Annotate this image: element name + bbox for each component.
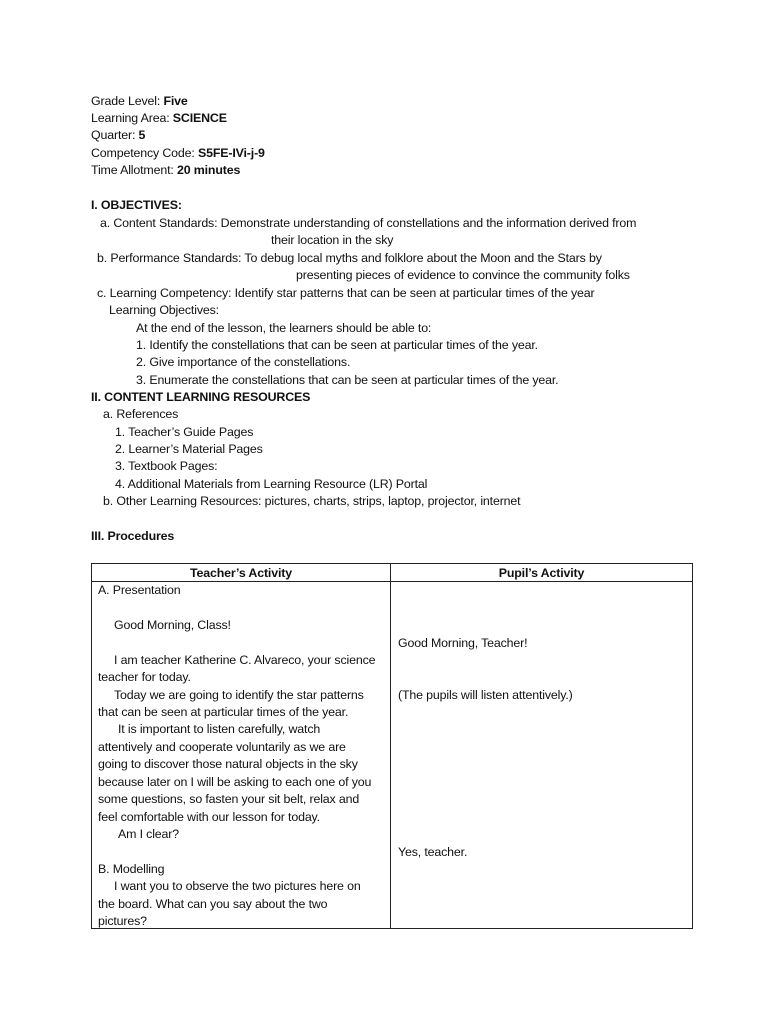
resources-heading: II. CONTENT LEARNING RESOURCES [91,390,311,404]
quarter-value: 5 [138,128,146,142]
teacher-line: that can be seen at particular times of the year. [98,705,349,719]
content-standards-line-2: their location in the sky [271,233,394,247]
performance-standards-line-2: presenting pieces of evidence to convince the community folks [296,268,630,282]
teacher-line: going to discover those natural objects in the sky [98,757,358,771]
teacher-line: Good Morning, Class! [114,618,231,632]
grade-level-value: Five [163,94,188,108]
time-allotment-label: Time Allotment: [91,163,177,177]
teacher-line: feel comfortable with our lesson for today. [98,810,320,824]
procedures-table [91,563,693,929]
pupil-activity-cell [391,582,693,929]
teacher-line: pictures? [98,914,147,928]
teacher-line: some questions, so fasten your sit belt, relax and [98,792,360,806]
teacher-line: attentively and cooperate voluntarily as we are [98,740,346,754]
grade-level-label: Grade Level: [91,94,164,108]
learning-area-line [91,110,227,127]
teacher-line: Today we are going to identify the star patterns [114,688,364,702]
teacher-line: A. Presentation [98,583,181,597]
pupil-line: (The pupils will listen attentively.) [398,688,573,702]
teacher-line: B. Modelling [98,862,165,876]
time-allotment-value: 20 minutes [176,163,241,177]
quarter-line [91,127,145,144]
objectives-heading: I. OBJECTIVES: [91,198,182,212]
quarter-label: Quarter: [91,128,139,142]
objective-item: 1. Identify the constellations that can be seen at particular times of the year. [136,338,538,352]
competency-code-line [91,145,265,162]
objective-item: 2. Give importance of the constellations. [136,355,351,369]
learning-competency-line: c. Learning Competency: Identify star patterns that can be seen at particular times of the year [97,286,595,300]
teacher-activity-cell [92,582,391,929]
grade-level-line [91,93,188,110]
table-row [92,582,693,929]
table-header-row [92,564,693,582]
teacher-line: I am teacher Katherine C. Alvareco, your science [114,653,376,667]
performance-standards-line-1: b. Performance Standards: To debug local myths and folklore about the Moon and the Stars by [97,251,602,265]
reference-item: 4. Additional Materials from Learning Resource (LR) Portal [115,477,428,491]
content-standards-line-1: a. Content Standards: Demonstrate understanding of constellations and the information derived from [100,216,637,230]
teacher-line: because later on I will be asking to each one of you [98,775,372,789]
references-label: a. References [103,407,179,421]
time-allotment-line [91,162,240,179]
teacher-line: Am I clear? [118,827,180,841]
objectives-intro: At the end of the lesson, the learners should be able to: [136,321,432,335]
learning-objectives-label: Learning Objectives: [109,303,219,317]
objective-item: 3. Enumerate the constellations that can be seen at particular times of the year. [136,373,559,387]
teacher-line: I want you to observe the two pictures here on [114,879,361,893]
reference-item: 2. Learner’s Material Pages [115,442,263,456]
pupil-activity-header: Pupil’s Activity [391,564,693,582]
reference-item: 3. Textbook Pages: [115,459,218,473]
pupil-line: Yes, teacher. [398,845,468,859]
teacher-line: teacher for today. [98,670,191,684]
pupil-line: Good Morning, Teacher! [398,636,528,650]
teacher-activity-header: Teacher’s Activity [92,564,391,582]
other-resources-line: b. Other Learning Resources: pictures, charts, strips, laptop, projector, internet [103,494,521,508]
teacher-line: It is important to listen carefully, watch [118,722,321,736]
procedures-heading: III. Procedures [91,529,175,543]
competency-code-label: Competency Code: [91,146,198,160]
teacher-line: the board. What can you say about the two [98,897,328,911]
learning-area-value: SCIENCE [172,111,227,125]
competency-code-value: S5FE-IVi-j-9 [197,146,265,160]
reference-item: 1. Teacher’s Guide Pages [115,425,254,439]
learning-area-label: Learning Area: [91,111,173,125]
